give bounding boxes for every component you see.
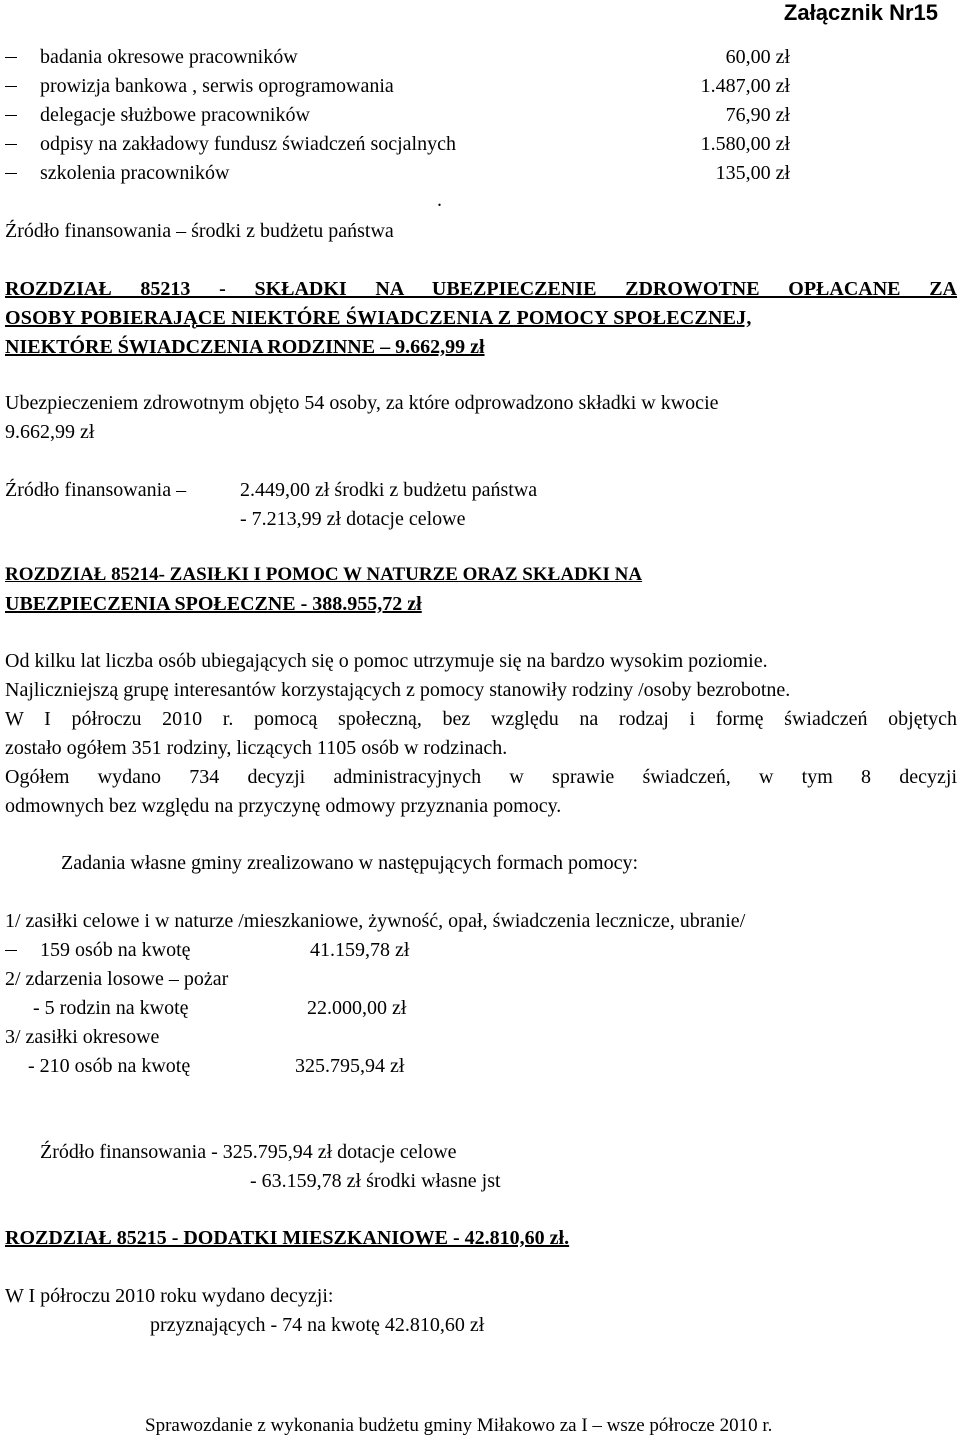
paragraph-text: przyznających - 74 na kwotę 42.810,60 zł	[150, 1314, 485, 1336]
funding-source-grants: Źródło finansowania - 325.795,94 zł dotacje celowe	[40, 1141, 457, 1163]
tasks-title: Zadania własne gminy zrealizowano w następujących formach pomocy:	[61, 852, 639, 874]
dash-bullet	[5, 950, 17, 951]
dash-bullet	[5, 57, 17, 58]
paragraph-text: Najliczniejszą grupę interesantów korzystających z pomocy stanowiły rodziny /osoby bezrobotne.	[5, 679, 791, 701]
aid-item-3-amount: 325.795,94 zł	[295, 1055, 405, 1077]
expense-label: odpisy na zakładowy fundusz świadczeń socjalnych	[40, 133, 456, 155]
section-heading: OSOBY POBIERAJĄCE NIEKTÓRE ŚWIADCZENIA Z POMOCY SPOŁECZNEJ,	[5, 307, 752, 329]
section-heading	[5, 563, 642, 587]
dash-bullet	[5, 173, 17, 174]
section-heading: ROZDZIAŁ 85213 - SKŁADKI NA UBEZPIECZENIE ZDROWOTNE OPŁACANE ZA	[5, 278, 957, 300]
section-heading: ROZDZIAŁ 85215 - DODATKI MIESZKANIOWE - 42.810,60 zł.	[5, 1227, 570, 1249]
expense-label: szkolenia pracowników	[40, 162, 230, 184]
expense-amount: 76,90 zł	[725, 104, 790, 126]
aid-item-3-count: - 210 osób na kwotę	[28, 1055, 191, 1077]
aid-item-2: 2/ zdarzenia losowe – pożar	[5, 968, 229, 990]
aid-item-1: 1/ zasiłki celowe i w naturze /mieszkaniowe, żywność, opał, świadczenia lecznicze, ubranie/	[5, 910, 746, 932]
annex-label: Załącznik Nr15	[783, 0, 938, 25]
expense-label: delegacje służbowe pracowników	[40, 104, 310, 126]
aid-item-1-count: 159 osób na kwotę	[40, 939, 191, 961]
aid-item-2-count: - 5 rodzin na kwotę	[33, 997, 189, 1019]
dash-bullet	[5, 144, 17, 145]
paragraph-text: Od kilku lat liczba osób ubiegających się o pomoc utrzymuje się na bardzo wysokim poziomie.	[5, 650, 768, 672]
funding-source: Źródło finansowania – środki z budżetu państwa	[5, 220, 394, 242]
expense-amount: 1.487,00 zł	[700, 75, 790, 97]
expense-label: badania okresowe pracowników	[40, 46, 298, 68]
paragraph-text: W I półroczu 2010 r. pomocą społeczną, bez względu na rodzaj i formę świadczeń objętych	[5, 708, 957, 730]
dot-mark: .	[437, 189, 442, 211]
funding-source-grants: - 7.213,99 zł dotacje celowe	[240, 508, 466, 530]
expense-label: prowizja bankowa , serwis oprogramowania	[40, 75, 394, 97]
funding-source-label: Źródło finansowania –	[5, 479, 187, 501]
page-footer: Sprawozdanie z wykonania budżetu gminy Miłakowo za I – wsze półrocze 2010 r.	[145, 1415, 773, 1436]
section-heading-line: ROZDZIAŁ 85214- ZASIŁKI I POMOC W NATURZE ORAZ SKŁADKI NA	[5, 564, 643, 585]
aid-item-1-amount: 41.159,78 zł	[310, 939, 410, 961]
funding-source-own: - 63.159,78 zł środki własne jst	[250, 1170, 501, 1192]
funding-source-state: 2.449,00 zł środki z budżetu państwa	[240, 479, 538, 501]
expense-amount: 135,00 zł	[715, 162, 790, 184]
paragraph-text: odmownych bez względu na przyczynę odmowy przyznania pomocy.	[5, 795, 562, 817]
aid-item-3: 3/ zasiłki okresowe	[5, 1026, 160, 1048]
section-heading: UBEZPIECZENIA SPOŁECZNE - 388.955,72 zł	[5, 593, 422, 615]
paragraph-text: zostało ogółem 351 rodziny, liczących 1105 osób w rodzinach.	[5, 737, 508, 759]
paragraph-text: Ogółem wydano 734 decyzji administracyjnych w sprawie świadczeń, w tym 8 decyzji	[5, 766, 957, 788]
paragraph-text: 9.662,99 zł	[5, 421, 95, 443]
aid-item-2-amount: 22.000,00 zł	[307, 997, 407, 1019]
dash-bullet	[5, 115, 17, 116]
expense-amount: 1.580,00 zł	[700, 133, 790, 155]
paragraph-text: W I półroczu 2010 roku wydano decyzji:	[5, 1285, 334, 1307]
dash-bullet	[5, 86, 17, 87]
expense-amount: 60,00 zł	[725, 46, 790, 68]
paragraph-text: Ubezpieczeniem zdrowotnym objęto 54 osoby, za które odprowadzono składki w kwocie	[5, 392, 719, 414]
section-heading: NIEKTÓRE ŚWIADCZENIA RODZINNE – 9.662,99 zł	[5, 336, 485, 358]
